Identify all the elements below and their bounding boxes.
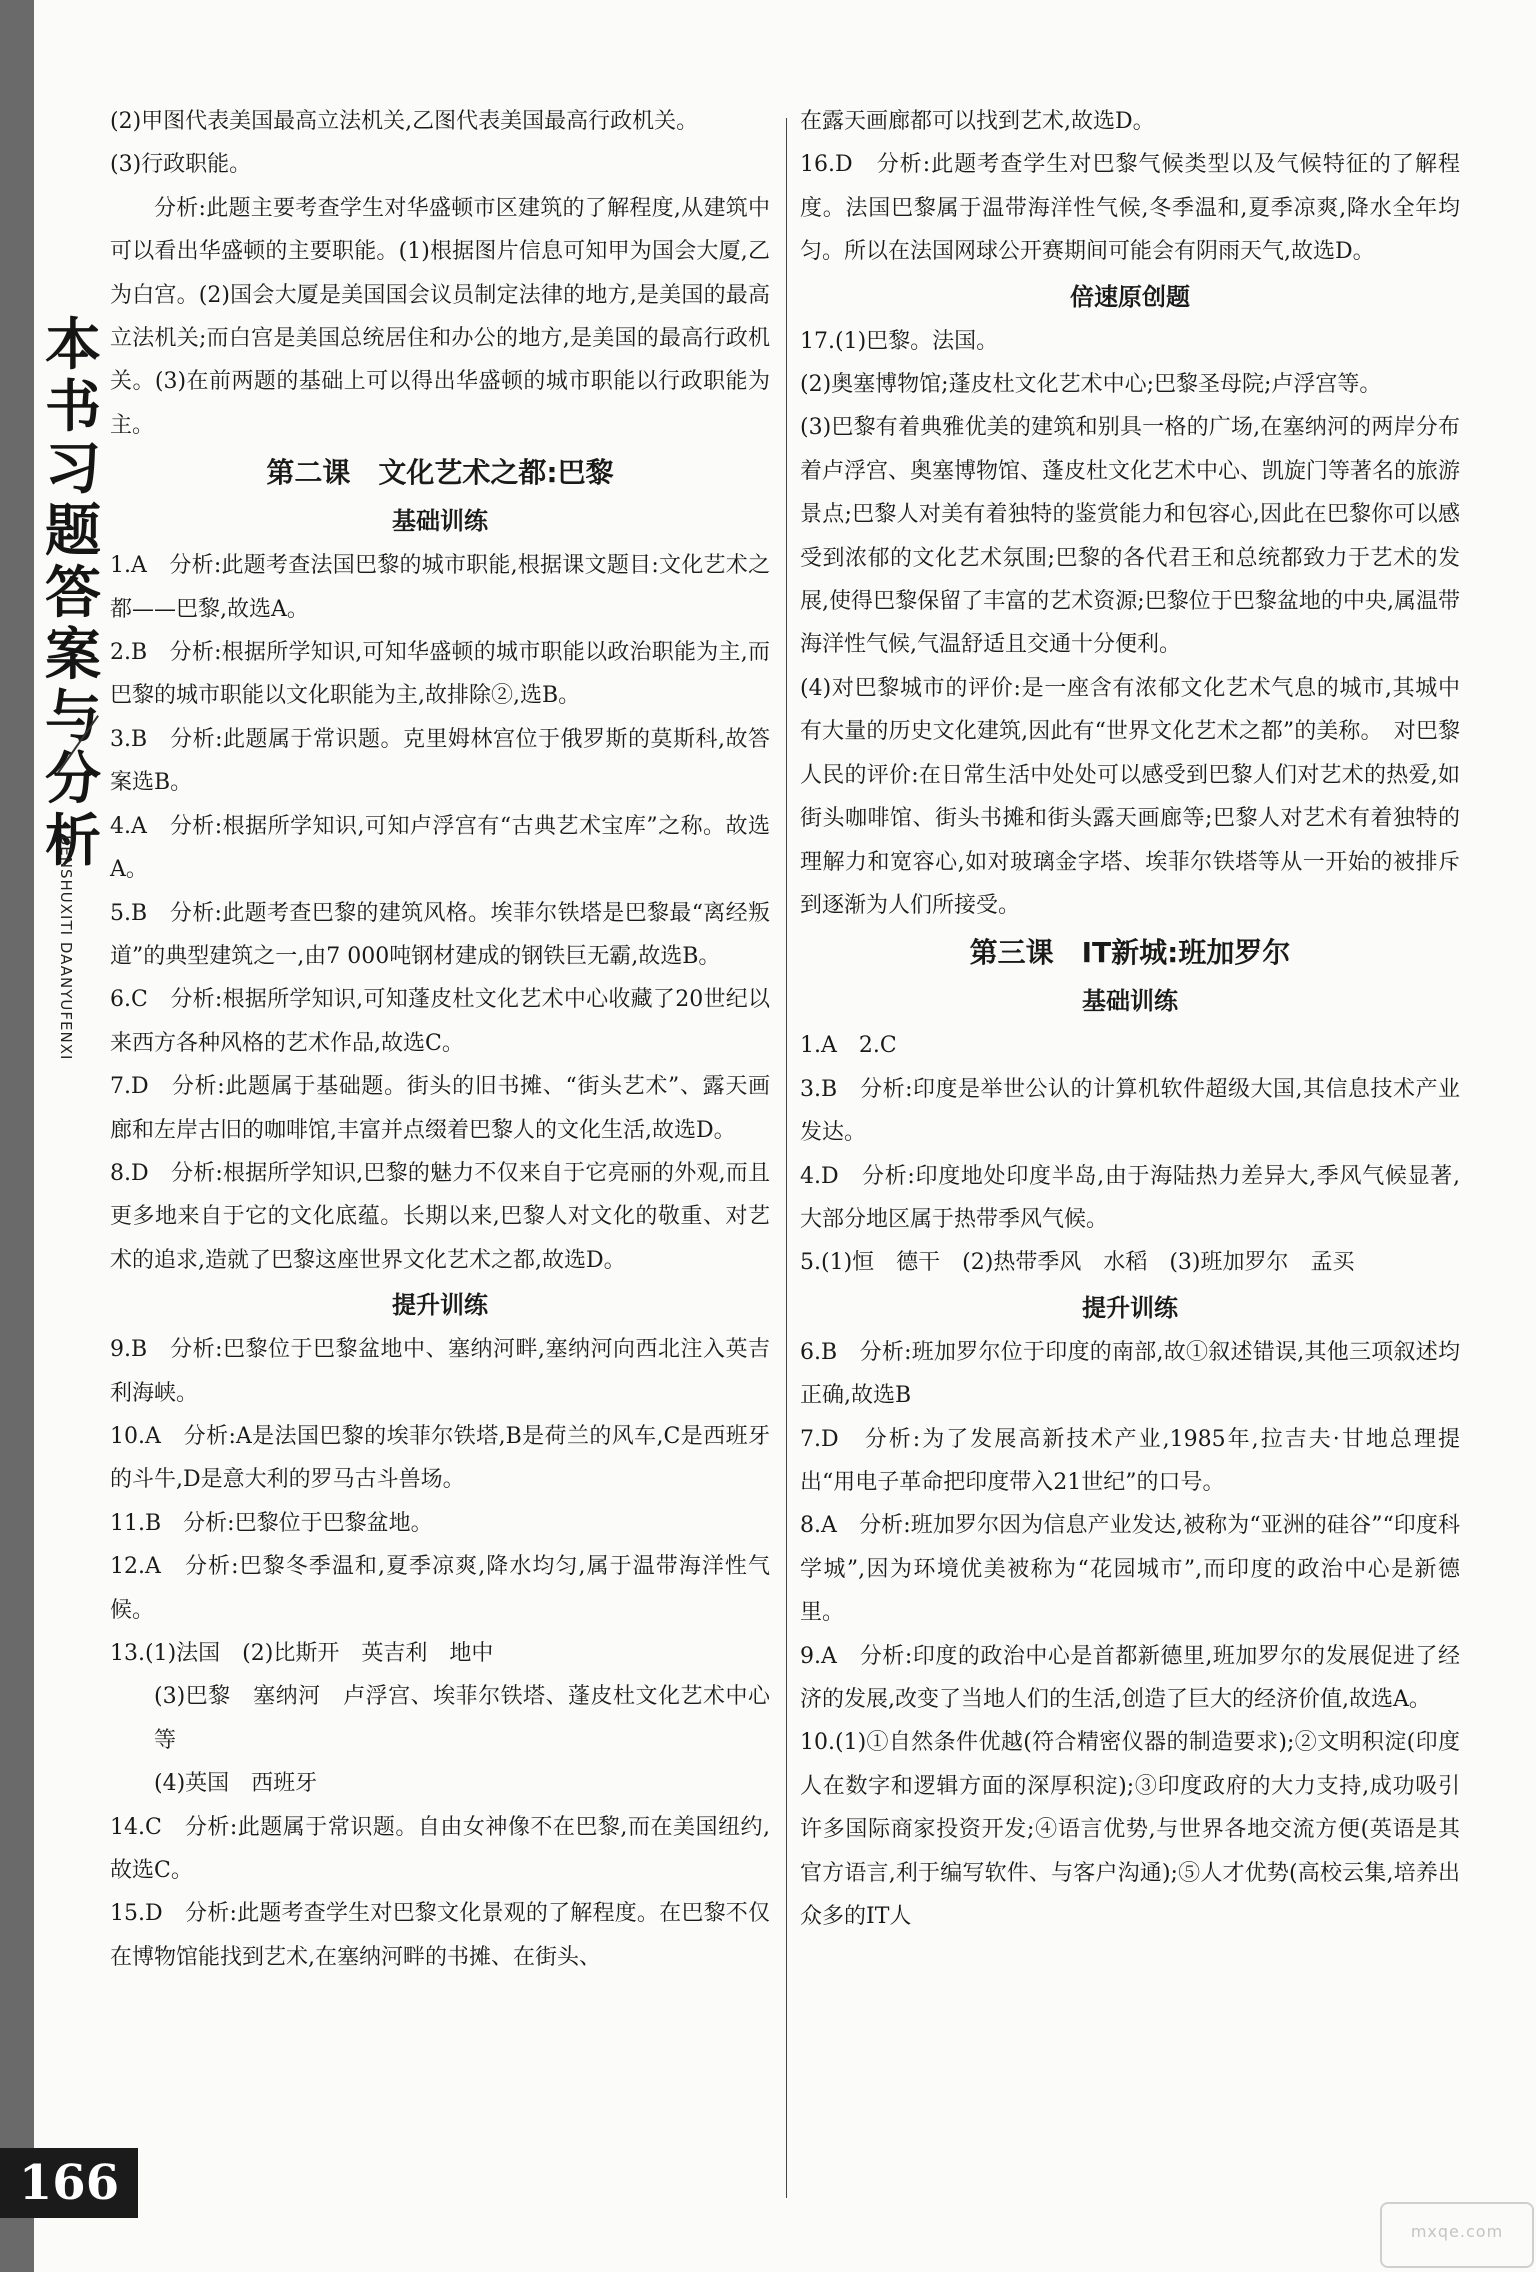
answer-item: (2)奥塞博物馆;蓬皮杜文化艺术中心;巴黎圣母院;卢浮宫等。 (800, 372, 1382, 398)
answer-item: (2)甲图代表美国最高立法机关,乙图代表美国最高行政机关。 (110, 109, 699, 134)
answer-item: 11.B 分析:巴黎位于巴黎盆地。 (110, 1510, 433, 1536)
sidebar-pinyin: BENSHUXITI DAANYUFENXI (57, 835, 75, 1061)
answer-item: 13.(1)法国 (2)比斯开 英吉利 地中 (110, 1641, 494, 1666)
section-heading: 提升训练 (392, 1291, 488, 1320)
answer-item: 8.A 分析:班加罗尔因为信息产业发达,被称为“亚洲的硅谷”“印度科学城”,因为环境优美被称为“花园城市”,而印度的政治中心是新德里。 (800, 1513, 1460, 1626)
section-heading: 基础训练 (392, 507, 488, 536)
answer-item: 6.B 分析:班加罗尔位于印度的南部,故①叙述错误,其他三项叙述均正确,故选B (800, 1339, 1460, 1409)
answer-item: 12.A 分析:巴黎冬季温和,夏季凉爽,降水均匀,属于温带海洋性气候。 (110, 1554, 770, 1623)
sidebar-band (0, 0, 34, 2272)
answer-item: 10.(1)①自然条件优越(符合精密仪器的制造要求);②文明积淀(印度人在数字和逻辑方面的深厚积淀);③印度政府的大力支持,成功吸引许多国际商家投资开发;④语言优势,与世界各地交流方便(英语是其官方语言,利于编写软件、与客户沟通);⑤人才优势(高校云集,培养出众多的IT人 (800, 1730, 1460, 1930)
answer-item: 6.C 分析:根据所学知识,可知蓬皮杜文化艺术中心收藏了20世纪以来西方各种风格的艺术作品,故选C。 (110, 987, 770, 1056)
answer-item: 14.C 分析:此题属于常识题。自由女神像不在巴黎,而在美国纽约,故选C。 (110, 1814, 770, 1884)
answer-item: 10.A 分析:A是法国巴黎的埃菲尔铁塔,B是荷兰的风车,C是西班牙的斗牛,D是意大利的罗马古斗兽场。 (110, 1423, 770, 1493)
sidebar (0, 0, 101, 2272)
right-column (800, 100, 1460, 1938)
answer-item: 15.D 分析:此题考查学生对巴黎文化景观的了解程度。在巴黎不仅在博物馆能找到艺术,在塞纳河畔的书摊、在街头、 (110, 1901, 770, 1970)
answer-item: 9.B 分析:巴黎位于巴黎盆地中、塞纳河畔,塞纳河向西北注入英吉利海峡。 (110, 1337, 770, 1406)
sidebar-title: 本书习题答案与分析 (45, 313, 101, 874)
watermark: mxqe.com (1380, 2202, 1534, 2268)
answer-item: 5.B 分析:此题考查巴黎的建筑风格。埃菲尔铁塔是巴黎最“离经叛道”的典型建筑之一,由7 000吨钢材建成的钢铁巨无霸,故选B。 (110, 900, 770, 969)
answer-item: 9.A 分析:印度的政治中心是首都新德里,班加罗尔的发展促进了经济的发展,改变了当地人们的生活,创造了巨大的经济价值,故选A。 (800, 1643, 1460, 1712)
section-heading: 提升训练 (1082, 1293, 1178, 1322)
column-divider (786, 118, 787, 2198)
answer-item: 7.D 分析:为了发展高新技术产业,1985年,拉吉夫·甘地总理提出“用电子革命把印度带入21世纪”的口号。 (800, 1426, 1460, 1495)
answer-item: 17.(1)巴黎。法国。 (800, 328, 999, 354)
answer-item: (3)行政职能。 (110, 152, 252, 178)
answer-item: 7.D 分析:此题属于基础题。街头的旧书摊、“街头艺术”、露天画廊和左岸古旧的咖啡馆,丰富并点缀着巴黎人的文化生活,故选D。 (110, 1074, 770, 1143)
answer-item: 16.D 分析:此题考查学生对巴黎气候类型以及气候特征的了解程度。法国巴黎属于温带海洋性气候,冬季温和,夏季凉爽,降水全年均匀。所以在法国网球公开赛期间可能会有阴雨天气,故选D。 (800, 152, 1460, 265)
page-number: 166 (0, 2148, 138, 2218)
analysis-paragraph: 分析:此题主要考查学生对华盛顿市区建筑的了解程度,从建筑中可以看出华盛顿的主要职能。(1)根据图片信息可知甲为国会大厦,乙为白宫。(2)国会大厦是美国国会议员制定法律的地方,是美国的最高立法机关;而白宫是美国总统居住和办公的地方,是美国的最高行政机关。(3)在前两题的基础上可以得出华盛顿的城市职能以行政职能为主。 (110, 195, 770, 438)
answer-item: 4.D 分析:印度地处印度半岛,由于海陆热力差异大,季风气候显著,大部分地区属于热带季风气候。 (800, 1163, 1460, 1232)
answer-item: 4.A 分析:根据所学知识,可知卢浮宫有“古典艺术宝库”之称。故选A。 (110, 813, 770, 883)
answer-item: (3)巴黎有着典雅优美的建筑和别具一格的广场,在塞纳河的两岸分布着卢浮宫、奥塞博物馆、蓬皮杜文化艺术中心、凯旋门等著名的旅游景点;巴黎人对美有着独特的鉴赏能力和包容心,因此在巴黎你可以感受到浓郁的文化艺术氛围;巴黎的各代君王和总统都致力于艺术的发展,使得巴黎保留了丰富的艺术资源;巴黎位于巴黎盆地的中央,属温带海洋性气候,气温舒适且交通十分便利。 (800, 415, 1461, 658)
answer-item: 8.D 分析:根据所学知识,巴黎的魅力不仅来自于它亮丽的外观,而且更多地来自于它的文化底蕴。长期以来,巴黎人对文化的敬重、对艺术的追求,造就了巴黎这座世界文化艺术之都,故选D。 (110, 1160, 770, 1273)
answer-item: 1.A 分析:此题考查法国巴黎的城市职能,根据课文题目:文化艺术之都——巴黎,故选A。 (110, 553, 770, 622)
answer-item: 5.(1)恒 德干 (2)热带季风 水稻 (3)班加罗尔 孟买 (800, 1250, 1355, 1276)
section-heading: 基础训练 (1082, 987, 1178, 1016)
answer-subitem: (4)英国 西班牙 (154, 1771, 318, 1797)
answer-item: 3.B 分析:此题属于常识题。克里姆林宫位于俄罗斯的莫斯科,故答案选B。 (110, 726, 770, 796)
answer-item: 2.B 分析:根据所学知识,可知华盛顿的城市职能以政治职能为主,而巴黎的城市职能以文化职能为主,故排除②,选B。 (110, 640, 770, 709)
section-heading: 倍速原创题 (1070, 282, 1190, 311)
lesson-heading: 第二课 文化艺术之都:巴黎 (266, 456, 614, 490)
left-column (110, 100, 770, 1979)
answer-item: 在露天画廊都可以找到艺术,故选D。 (800, 109, 1155, 134)
answer-item: 3.B 分析:印度是举世公认的计算机软件超级大国,其信息技术产业发达。 (800, 1076, 1460, 1146)
lesson-heading: 第三课 IT新城:班加罗尔 (969, 936, 1291, 970)
answer-item: (4)对巴黎城市的评价:是一座含有浓郁文化艺术气息的城市,其城中有大量的历史文化建筑,因此有“世界文化艺术之都”的美称。 对巴黎人民的评价:在日常生活中处处可以感受到巴黎人们对艺术的热爱,如街头咖啡馆、街头书摊和街头露天画廊等;巴黎人对艺术有着独特的理解力和宽容心,如对玻璃金字塔、埃菲尔铁塔等从一开始的被排斥到逐渐为人们所接受。 (800, 675, 1460, 918)
answer-subitem: (3)巴黎 塞纳河 卢浮宫、埃菲尔铁塔、蓬皮杜文化艺术中心等 (154, 1684, 770, 1753)
answer-item: 1.A 2.C (800, 1033, 897, 1059)
